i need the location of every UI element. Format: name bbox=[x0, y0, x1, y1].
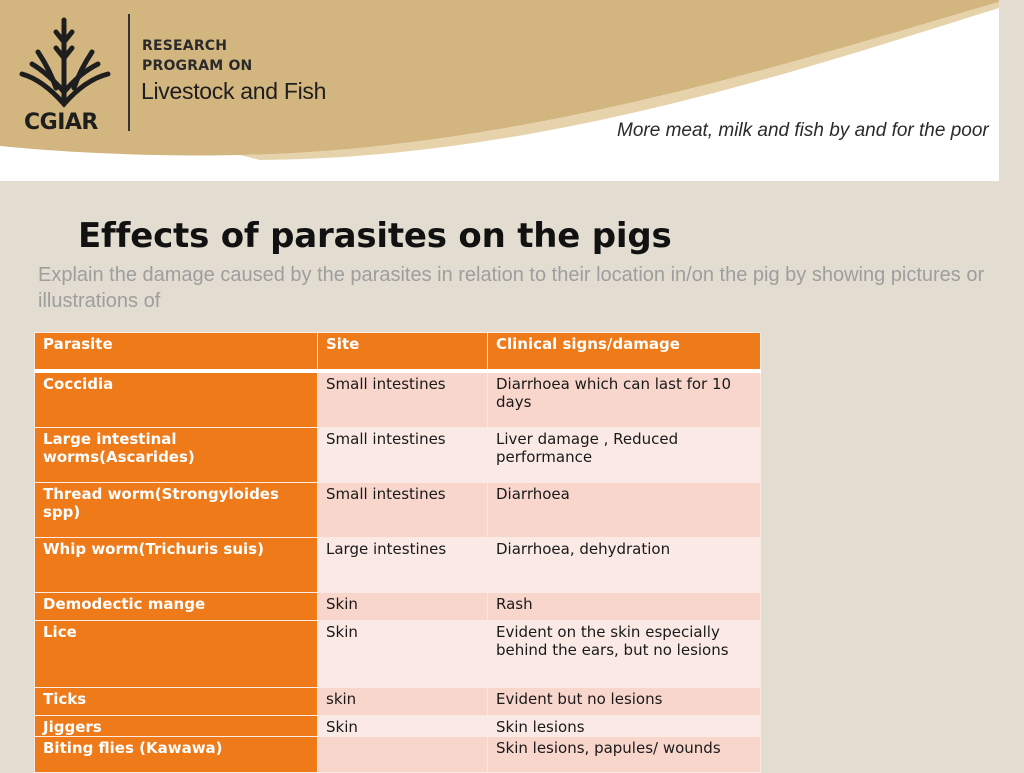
tagline: More meat, milk and fish by and for the poor bbox=[617, 120, 989, 141]
signs-cell: Diarrhoea which can last for 10 days bbox=[488, 371, 761, 427]
signs-cell: Skin lesions bbox=[488, 715, 761, 736]
site-cell: skin bbox=[318, 687, 488, 715]
site-cell: Small intestines bbox=[318, 427, 488, 482]
signs-cell: Rash bbox=[488, 592, 761, 620]
table-row bbox=[35, 427, 761, 482]
table-row bbox=[35, 687, 761, 715]
header-site: Site bbox=[318, 333, 488, 372]
signs-cell: Skin lesions, papules/ wounds bbox=[488, 736, 761, 772]
slide-title: Effects of parasites on the pigs bbox=[78, 216, 672, 256]
table-row bbox=[35, 482, 761, 537]
signs-cell: Evident but no lesions bbox=[488, 687, 761, 715]
table-row bbox=[35, 371, 761, 427]
parasite-cell: Thread worm(Strongyloides spp) bbox=[35, 482, 318, 537]
parasite-cell: Coccidia bbox=[35, 371, 318, 427]
signs-cell: Evident on the skin especially behind the ears, but no lesions bbox=[488, 620, 761, 687]
site-cell bbox=[318, 736, 488, 772]
signs-cell: Liver damage , Reduced performance bbox=[488, 427, 761, 482]
parasite-cell: Large intestinal worms(Ascarides) bbox=[35, 427, 318, 482]
brand-line-livestock: Livestock and Fish bbox=[141, 78, 327, 104]
parasite-cell: Biting flies (Kawawa) bbox=[35, 736, 318, 772]
table-row bbox=[35, 736, 761, 772]
site-cell: Large intestines bbox=[318, 537, 488, 592]
brand-line-research: RESEARCH bbox=[142, 38, 228, 54]
parasite-cell: Demodectic mange bbox=[35, 592, 318, 620]
parasite-cell: Whip worm(Trichuris suis) bbox=[35, 537, 318, 592]
parasite-cell: Lice bbox=[35, 620, 318, 687]
signs-cell: Diarrhoea, dehydration bbox=[488, 537, 761, 592]
site-cell: Skin bbox=[318, 620, 488, 687]
table-row bbox=[35, 592, 761, 620]
signs-cell: Diarrhoea bbox=[488, 482, 761, 537]
cgiar-logo-text: CGIAR bbox=[24, 110, 98, 135]
site-cell: Small intestines bbox=[318, 371, 488, 427]
table-row bbox=[35, 620, 761, 687]
parasite-table bbox=[34, 332, 761, 773]
header-parasite: Parasite bbox=[35, 333, 318, 372]
brand-line-program: PROGRAM ON bbox=[142, 58, 253, 74]
logo-divider bbox=[128, 14, 130, 131]
header-banner bbox=[0, 0, 999, 181]
slide-subtitle: Explain the damage caused by the parasites in relation to their location in/on the pig by showing pictures or illustrations of bbox=[38, 264, 985, 312]
header-clinical-signs: Clinical signs/damage bbox=[488, 333, 761, 372]
site-cell: Small intestines bbox=[318, 482, 488, 537]
table-header-row bbox=[35, 333, 761, 372]
table-row bbox=[35, 715, 761, 736]
parasite-cell: Ticks bbox=[35, 687, 318, 715]
parasite-cell: Jiggers bbox=[35, 715, 318, 736]
site-cell: Skin bbox=[318, 715, 488, 736]
site-cell: Skin bbox=[318, 592, 488, 620]
table-row bbox=[35, 537, 761, 592]
